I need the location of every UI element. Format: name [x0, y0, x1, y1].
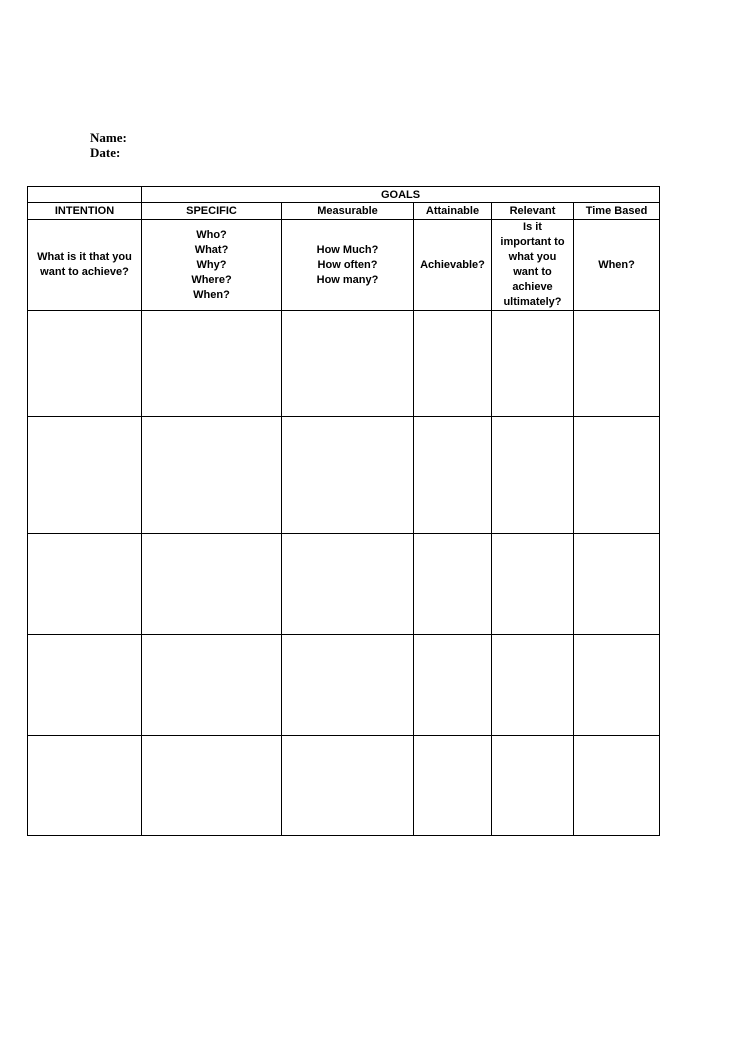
column-header-row	[28, 203, 660, 220]
column-header-intention: INTENTION	[28, 203, 142, 220]
column-header-relevant: Relevant	[492, 203, 574, 220]
date-label: Date:	[90, 145, 121, 160]
blank-cell[interactable]	[574, 311, 660, 417]
blank-cell[interactable]	[282, 736, 414, 836]
prompt-line: How Much?	[316, 243, 379, 256]
prompt-line: What is it that you	[37, 251, 132, 263]
blank-cell[interactable]	[282, 635, 414, 736]
blank-cell[interactable]	[492, 736, 574, 836]
prompt-relevant	[492, 220, 574, 311]
prompt-line: what you	[508, 251, 557, 263]
blank-cell[interactable]	[282, 534, 414, 635]
blank-cell[interactable]	[282, 417, 414, 534]
blank-cell[interactable]	[414, 635, 492, 736]
prompt-line: When?	[193, 288, 230, 301]
prompt-line: Why?	[196, 258, 227, 271]
blank-cell[interactable]	[574, 417, 660, 534]
blank-cell[interactable]	[28, 534, 142, 635]
header-block	[90, 130, 127, 160]
column-header-specific: SPECIFIC	[142, 203, 282, 220]
blank-cell[interactable]	[282, 311, 414, 417]
prompt-line: want to achieve?	[40, 266, 129, 278]
blank-cell[interactable]	[414, 534, 492, 635]
prompt-specific	[142, 220, 282, 311]
table-row	[28, 417, 660, 534]
table-row	[28, 534, 660, 635]
prompt-line: Where?	[191, 273, 232, 286]
blank-cell[interactable]	[574, 635, 660, 736]
goals-table	[27, 186, 660, 836]
prompt-line: How many?	[316, 273, 379, 286]
prompt-line: What?	[194, 243, 229, 256]
column-header-time-based: Time Based	[574, 203, 660, 220]
prompt-line: achieve	[512, 281, 553, 293]
blank-cell[interactable]	[574, 736, 660, 836]
prompt-measurable	[282, 220, 414, 311]
prompt-intention	[28, 220, 142, 311]
prompt-line: Achievable?	[420, 258, 485, 271]
column-header-attainable: Attainable	[414, 203, 492, 220]
table-row	[28, 736, 660, 836]
blank-cell[interactable]	[142, 635, 282, 736]
blank-cell[interactable]	[492, 635, 574, 736]
blank-cell[interactable]	[142, 311, 282, 417]
blank-cell[interactable]	[414, 417, 492, 534]
prompt-attainable	[414, 220, 492, 311]
prompt-line: Who?	[196, 228, 227, 241]
blank-cell[interactable]	[414, 311, 492, 417]
blank-cell[interactable]	[142, 736, 282, 836]
prompt-line: want to	[513, 266, 552, 278]
table-row	[28, 635, 660, 736]
blank-cell[interactable]	[414, 736, 492, 836]
prompt-line: ultimately?	[503, 296, 562, 308]
column-header-measurable: Measurable	[282, 203, 414, 220]
blank-cell[interactable]	[492, 417, 574, 534]
blank-cell[interactable]	[28, 736, 142, 836]
blank-cell[interactable]	[142, 534, 282, 635]
table-row	[28, 311, 660, 417]
prompt-line: Is it	[523, 221, 542, 233]
goals-group-header: GOALS	[142, 187, 660, 203]
blank-cell[interactable]	[142, 417, 282, 534]
blank-cell[interactable]	[492, 311, 574, 417]
prompt-line: How often?	[317, 258, 378, 271]
blank-cell[interactable]	[574, 534, 660, 635]
prompt-line: When?	[598, 258, 635, 271]
blank-cell[interactable]	[28, 311, 142, 417]
blank-cell[interactable]	[28, 417, 142, 534]
blank-cell[interactable]	[28, 635, 142, 736]
empty-corner-cell	[28, 187, 142, 203]
name-label: Name:	[90, 130, 127, 145]
blank-cell[interactable]	[492, 534, 574, 635]
prompt-row	[28, 220, 660, 311]
goals-header-row	[28, 187, 660, 203]
prompt-time-based	[574, 220, 660, 311]
prompt-line: important to	[500, 236, 565, 248]
